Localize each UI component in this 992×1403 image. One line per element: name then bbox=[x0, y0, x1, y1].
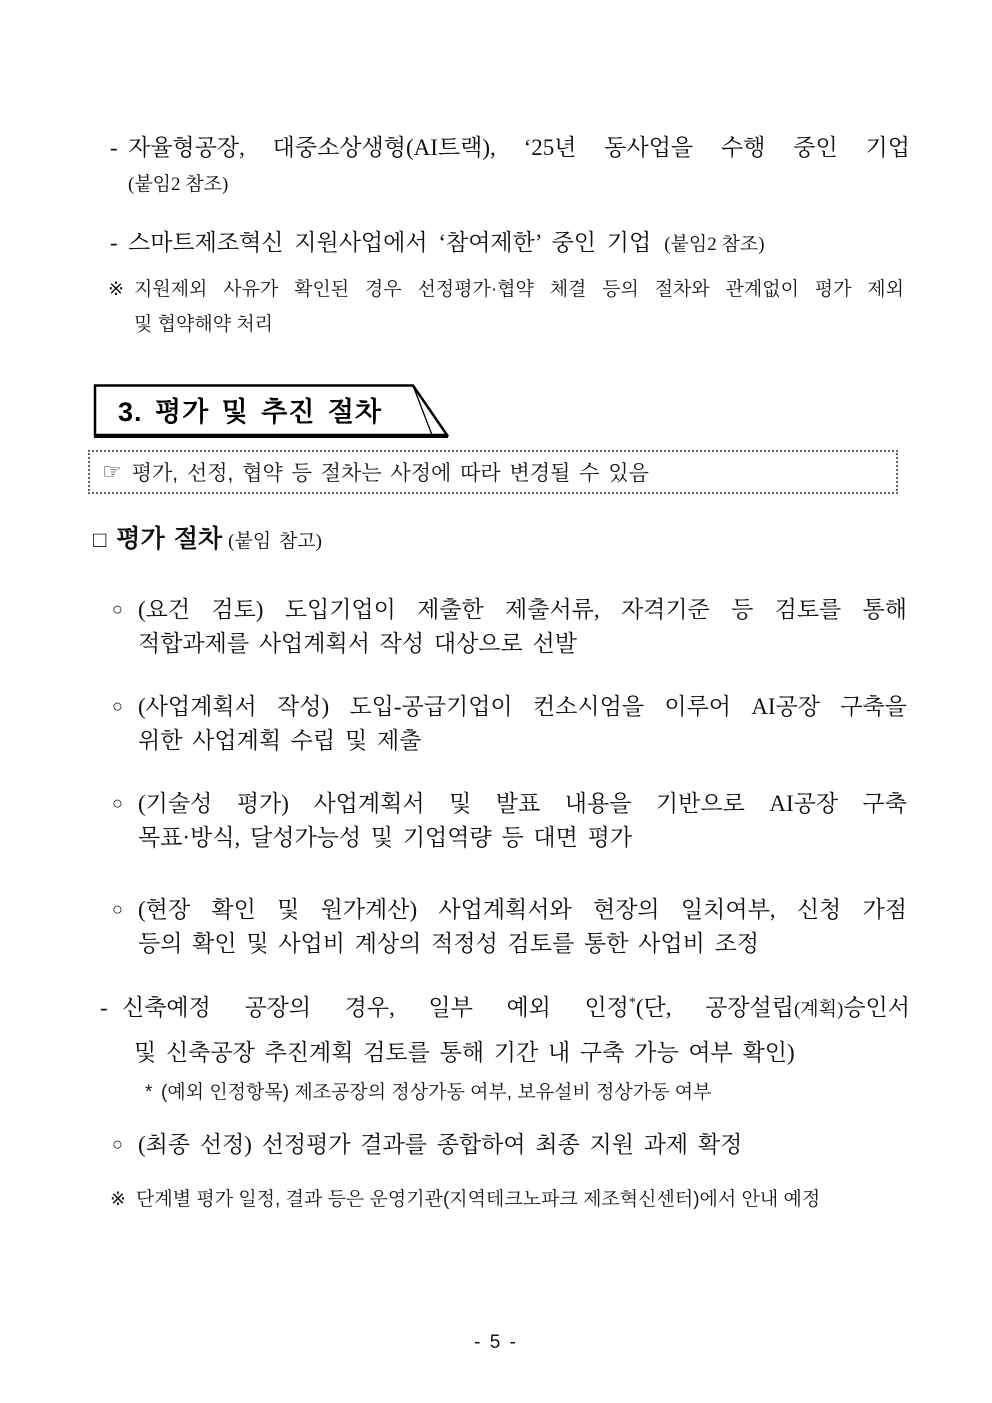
page-number: - 5 - bbox=[474, 1332, 518, 1353]
intro-bullet-2-ref: (붙임2 참조) bbox=[664, 234, 765, 255]
section-3-heading-banner bbox=[93, 383, 461, 439]
step-site-check bbox=[112, 893, 907, 961]
step-line2: 등의 확인 및 사업비 계상의 적정성 검토를 통한 사업비 조정 bbox=[138, 931, 759, 956]
reference-mark-icon: ※ bbox=[110, 1189, 126, 1210]
notice-text: 평가, 선정, 협약 등 절차는 사정에 따라 변경될 수 있음 bbox=[131, 462, 649, 485]
step-requirement-review bbox=[112, 593, 907, 661]
step-technical-evaluation bbox=[112, 787, 907, 855]
exception-note-text: (예외 인정항목) 제조공장의 정상가동 여부, 보유설비 정상가동 여부 bbox=[161, 1082, 712, 1103]
exclusion-note-line2: 및 협약해약 처리 bbox=[134, 314, 274, 335]
circle-bullet-icon: ○ bbox=[112, 599, 123, 619]
step-final-selection bbox=[112, 1128, 907, 1162]
circle-bullet-icon: ○ bbox=[112, 793, 123, 813]
exception-text-small: (계획) bbox=[793, 999, 844, 1020]
asterisk-superscript: * bbox=[628, 995, 636, 1011]
square-bullet-icon: □ bbox=[93, 527, 107, 552]
subheading-ref: (붙임 참고) bbox=[228, 531, 322, 552]
reference-mark-icon: ※ bbox=[108, 279, 124, 300]
guide-note bbox=[110, 1182, 930, 1217]
subheading-title: 평가 절차 bbox=[116, 526, 223, 553]
intro-bullet-2 bbox=[110, 226, 910, 260]
step-line2: 위한 사업계획 수립 및 제출 bbox=[138, 728, 422, 753]
section-3-heading-title: 3. 평가 및 추진 절차 bbox=[118, 396, 383, 427]
guide-note-text: 단계별 평가 일정, 결과 등은 운영기관(지역테크노파크 제조혁신센터)에서 안내 예정 bbox=[136, 1189, 821, 1210]
exception-note bbox=[145, 1078, 905, 1108]
dash-marker: - bbox=[110, 230, 118, 255]
final-step-text: (최종 선정) 선정평가 결과를 종합하여 최종 지원 과제 확정 bbox=[138, 1132, 743, 1157]
exclusion-note bbox=[108, 272, 908, 342]
dash-marker: - bbox=[110, 135, 118, 160]
asterisk-marker: * bbox=[145, 1082, 153, 1103]
exception-text-b: (단, 공장설립 bbox=[635, 995, 794, 1020]
intro-bullet-2-text: 스마트제조혁신 지원사업에서 ‘참여제한’ 중인 기업 bbox=[128, 230, 652, 255]
exception-subitem-line2: 및 신축공장 추진계획 검토를 통해 기간 내 구축 가능 여부 확인) bbox=[134, 1040, 795, 1065]
intro-bullet-1-text: 자율형공장, 대중소상생형(AI트랙), ‘25년 동사업을 수행 중인 기업 bbox=[128, 135, 910, 160]
step-line2: 목표·방식, 달성가능성 및 기업역량 등 대면 평가 bbox=[138, 825, 633, 850]
circle-bullet-icon: ○ bbox=[112, 899, 123, 919]
dash-marker: - bbox=[100, 995, 108, 1020]
intro-bullet-1 bbox=[110, 131, 910, 165]
step-line1: (사업계획서 작성) 도입-공급기업이 컨소시엄을 이루어 AI공장 구축을 bbox=[138, 694, 907, 719]
exclusion-note-line1: 지원제외 사유가 확인된 경우 선정평가·협약 체결 등의 절차와 관계없이 평가 제외 bbox=[134, 279, 904, 300]
exception-text-a: 신축예정 공장의 경우, 일부 예외 인정 bbox=[122, 995, 629, 1020]
step-line1: (기술성 평가) 사업계획서 및 발표 내용을 기반으로 AI공장 구축 bbox=[138, 791, 907, 816]
step-business-plan bbox=[112, 690, 907, 758]
step-line1: (요건 검토) 도입기업이 제출한 제출서류, 자격기준 등 검토를 통해 bbox=[138, 597, 907, 622]
notice-box bbox=[88, 450, 898, 494]
step-line2: 적합과제를 사업계획서 작성 대상으로 선발 bbox=[138, 631, 577, 656]
exception-subitem bbox=[100, 991, 910, 1027]
circle-bullet-icon: ○ bbox=[112, 1134, 123, 1154]
circle-bullet-icon: ○ bbox=[112, 696, 123, 716]
step-line1: (현장 확인 및 원가계산) 사업계획서와 현장의 일치여부, 신청 가점 bbox=[138, 897, 907, 922]
intro-bullet-1-ref: (붙임2 참조) bbox=[128, 174, 229, 195]
pointing-hand-icon: ☞ bbox=[102, 459, 122, 484]
evaluation-procedure-subheading bbox=[93, 524, 893, 558]
exception-text-c: 승인서 bbox=[843, 995, 910, 1020]
